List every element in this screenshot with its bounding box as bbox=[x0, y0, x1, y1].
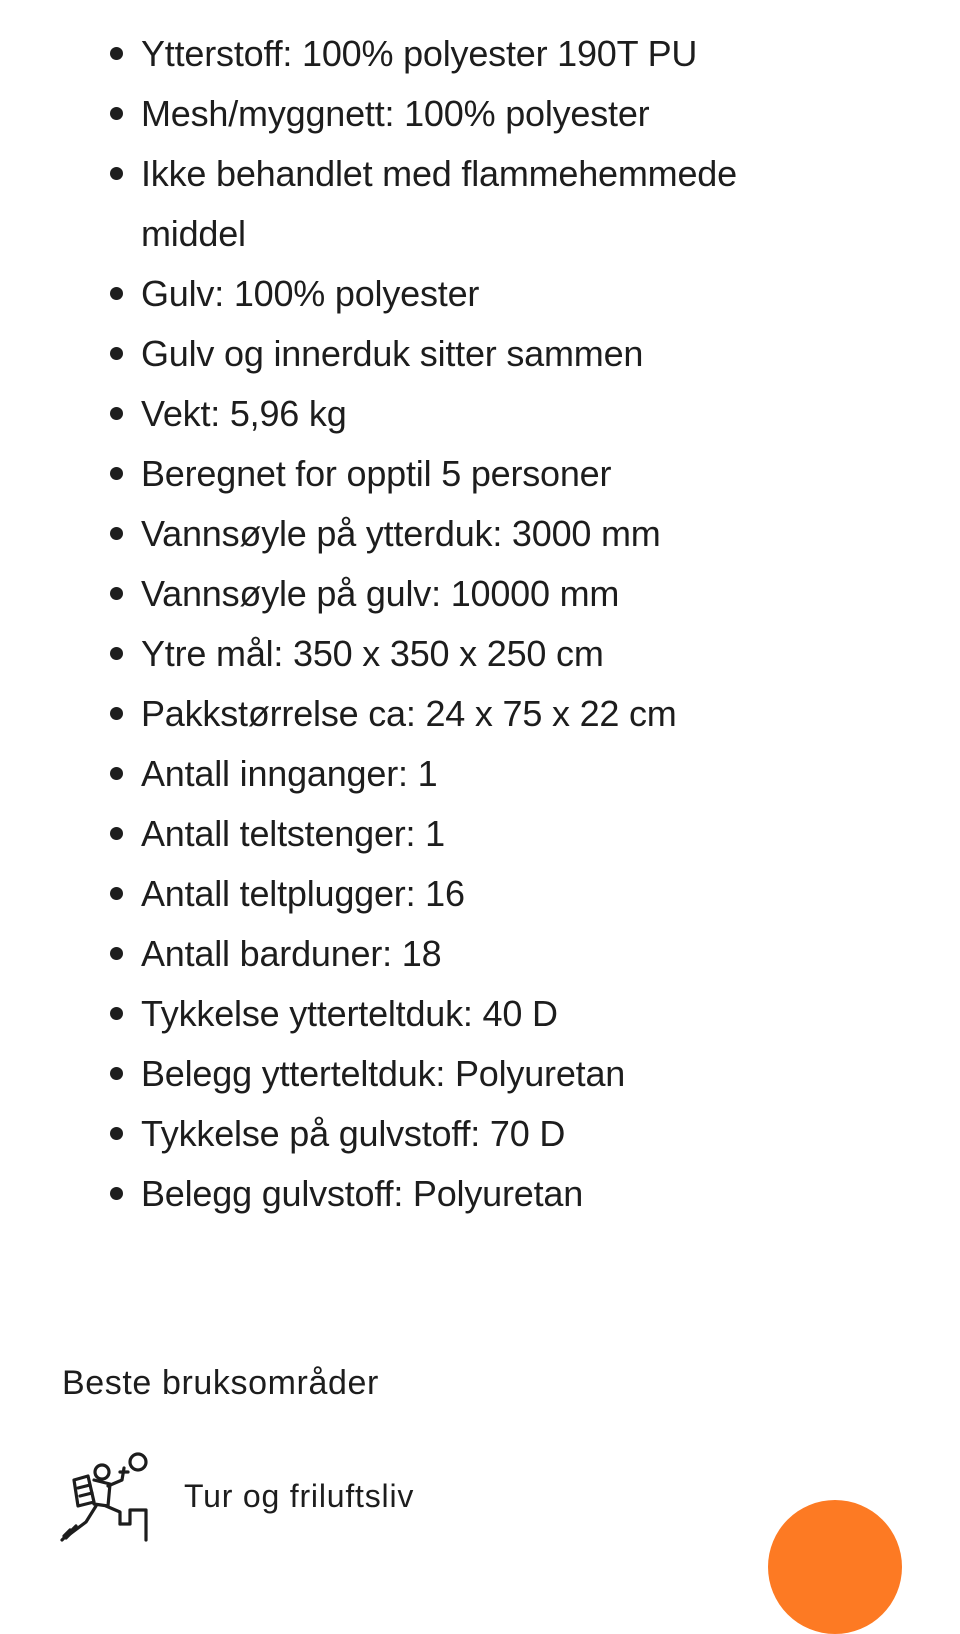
spec-item: Mesh/myggnett: 100% polyester bbox=[0, 84, 960, 144]
spec-item: Belegg ytterteltduk: Polyuretan bbox=[0, 1044, 960, 1104]
floating-action-button[interactable] bbox=[768, 1500, 902, 1634]
spec-item: Ikke behandlet med flammehemmede middel bbox=[0, 144, 960, 264]
spec-item: Tykkelse ytterteltduk: 40 D bbox=[0, 984, 960, 1044]
spec-item: Tykkelse på gulvstoff: 70 D bbox=[0, 1104, 960, 1164]
spec-item: Vannsøyle på gulv: 10000 mm bbox=[0, 564, 960, 624]
spec-item: Gulv: 100% polyester bbox=[0, 264, 960, 324]
best-use-item bbox=[58, 1450, 478, 1542]
spec-item: Antall teltplugger: 16 bbox=[0, 864, 960, 924]
spec-item: Ytterstoff: 100% polyester 190T PU bbox=[0, 24, 960, 84]
hiker-climbing-icon bbox=[58, 1450, 154, 1542]
spec-item: Gulv og innerduk sitter sammen bbox=[0, 324, 960, 384]
spec-item: Ytre mål: 350 x 350 x 250 cm bbox=[0, 624, 960, 684]
spec-item: Beregnet for opptil 5 personer bbox=[0, 444, 960, 504]
best-use-label: Tur og friluftsliv bbox=[184, 1477, 415, 1514]
best-uses-heading: Beste bruksområder bbox=[62, 1364, 379, 1402]
specification-list bbox=[0, 24, 960, 1224]
spec-item: Vekt: 5,96 kg bbox=[0, 384, 960, 444]
spec-item: Antall teltstenger: 1 bbox=[0, 804, 960, 864]
spec-item: Vannsøyle på ytterduk: 3000 mm bbox=[0, 504, 960, 564]
spec-item: Pakkstørrelse ca: 24 x 75 x 22 cm bbox=[0, 684, 960, 744]
spec-item: Antall barduner: 18 bbox=[0, 924, 960, 984]
spec-item: Antall innganger: 1 bbox=[0, 744, 960, 804]
spec-item: Belegg gulvstoff: Polyuretan bbox=[0, 1164, 960, 1224]
